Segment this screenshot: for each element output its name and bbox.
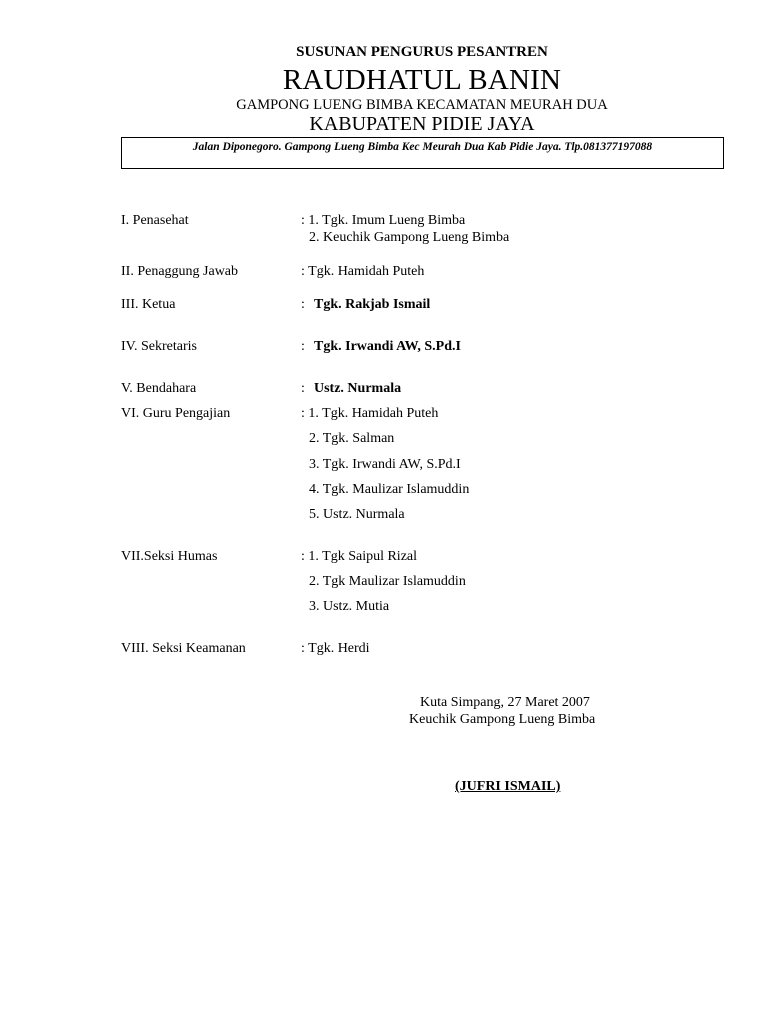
doc-title-line3: GAMPONG LUENG BIMBA KECAMATAN MEURAH DUA <box>236 97 608 113</box>
ketua-colon: : <box>301 297 305 312</box>
label-guru-pengajian: VI. Guru Pengajian <box>121 406 231 421</box>
address-box <box>121 137 724 169</box>
humas-item-2: 2. Tgk Maulizar Islamuddin <box>309 574 466 589</box>
signature-name: (JUFRI ISMAIL) <box>455 779 561 794</box>
bendahara-colon: : <box>301 381 305 396</box>
doc-title-line4: KABUPATEN PIDIE JAYA <box>309 113 535 135</box>
doc-title-line1: SUSUNAN PENGURUS PESANTREN <box>296 44 548 60</box>
sekretaris-colon: : <box>301 339 305 354</box>
label-sekretaris: IV. Sekretaris <box>121 339 197 354</box>
ketua-value: Tgk. Rakjab Ismail <box>314 297 431 312</box>
bendahara-value: Ustz. Nurmala <box>314 381 402 396</box>
label-bendahara: V. Bendahara <box>121 381 197 396</box>
guru-item-4: 4. Tgk. Maulizar Islamuddin <box>309 482 470 497</box>
penasehat-item-1: : 1. Tgk. Imum Lueng Bimba <box>301 213 466 228</box>
penasehat-item-2: 2. Keuchik Gampong Lueng Bimba <box>309 230 510 245</box>
signature-role: Keuchik Gampong Lueng Bimba <box>409 712 596 727</box>
guru-item-1: : 1. Tgk. Hamidah Puteh <box>301 406 439 421</box>
doc-title-main: RAUDHATUL BANIN <box>282 64 562 96</box>
label-seksi-keamanan: VIII. Seksi Keamanan <box>121 641 246 656</box>
guru-item-3: 3. Tgk. Irwandi AW, S.Pd.I <box>309 457 461 472</box>
signature-place-date: Kuta Simpang, 27 Maret 2007 <box>420 695 590 710</box>
guru-item-5: 5. Ustz. Nurmala <box>309 507 405 522</box>
sekretaris-value: Tgk. Irwandi AW, S.Pd.I <box>314 339 461 354</box>
humas-item-1: : 1. Tgk Saipul Rizal <box>301 549 418 564</box>
label-penasehat: I. Penasehat <box>121 213 189 228</box>
humas-item-3: 3. Ustz. Mutia <box>309 599 390 614</box>
address-text: Jalan Diponegoro. Gampong Lueng Bimba Kec Meurah Dua Kab Pidie Jaya. Tlp.081377197088 <box>192 141 653 153</box>
penanggung-jawab-value: : Tgk. Hamidah Puteh <box>301 264 425 279</box>
label-seksi-humas: VII.Seksi Humas <box>121 549 218 564</box>
label-penanggung-jawab: II. Penaggung Jawab <box>121 264 239 279</box>
guru-item-2: 2. Tgk. Salman <box>309 431 395 446</box>
keamanan-value: : Tgk. Herdi <box>301 641 370 656</box>
label-ketua: III. Ketua <box>121 297 176 312</box>
